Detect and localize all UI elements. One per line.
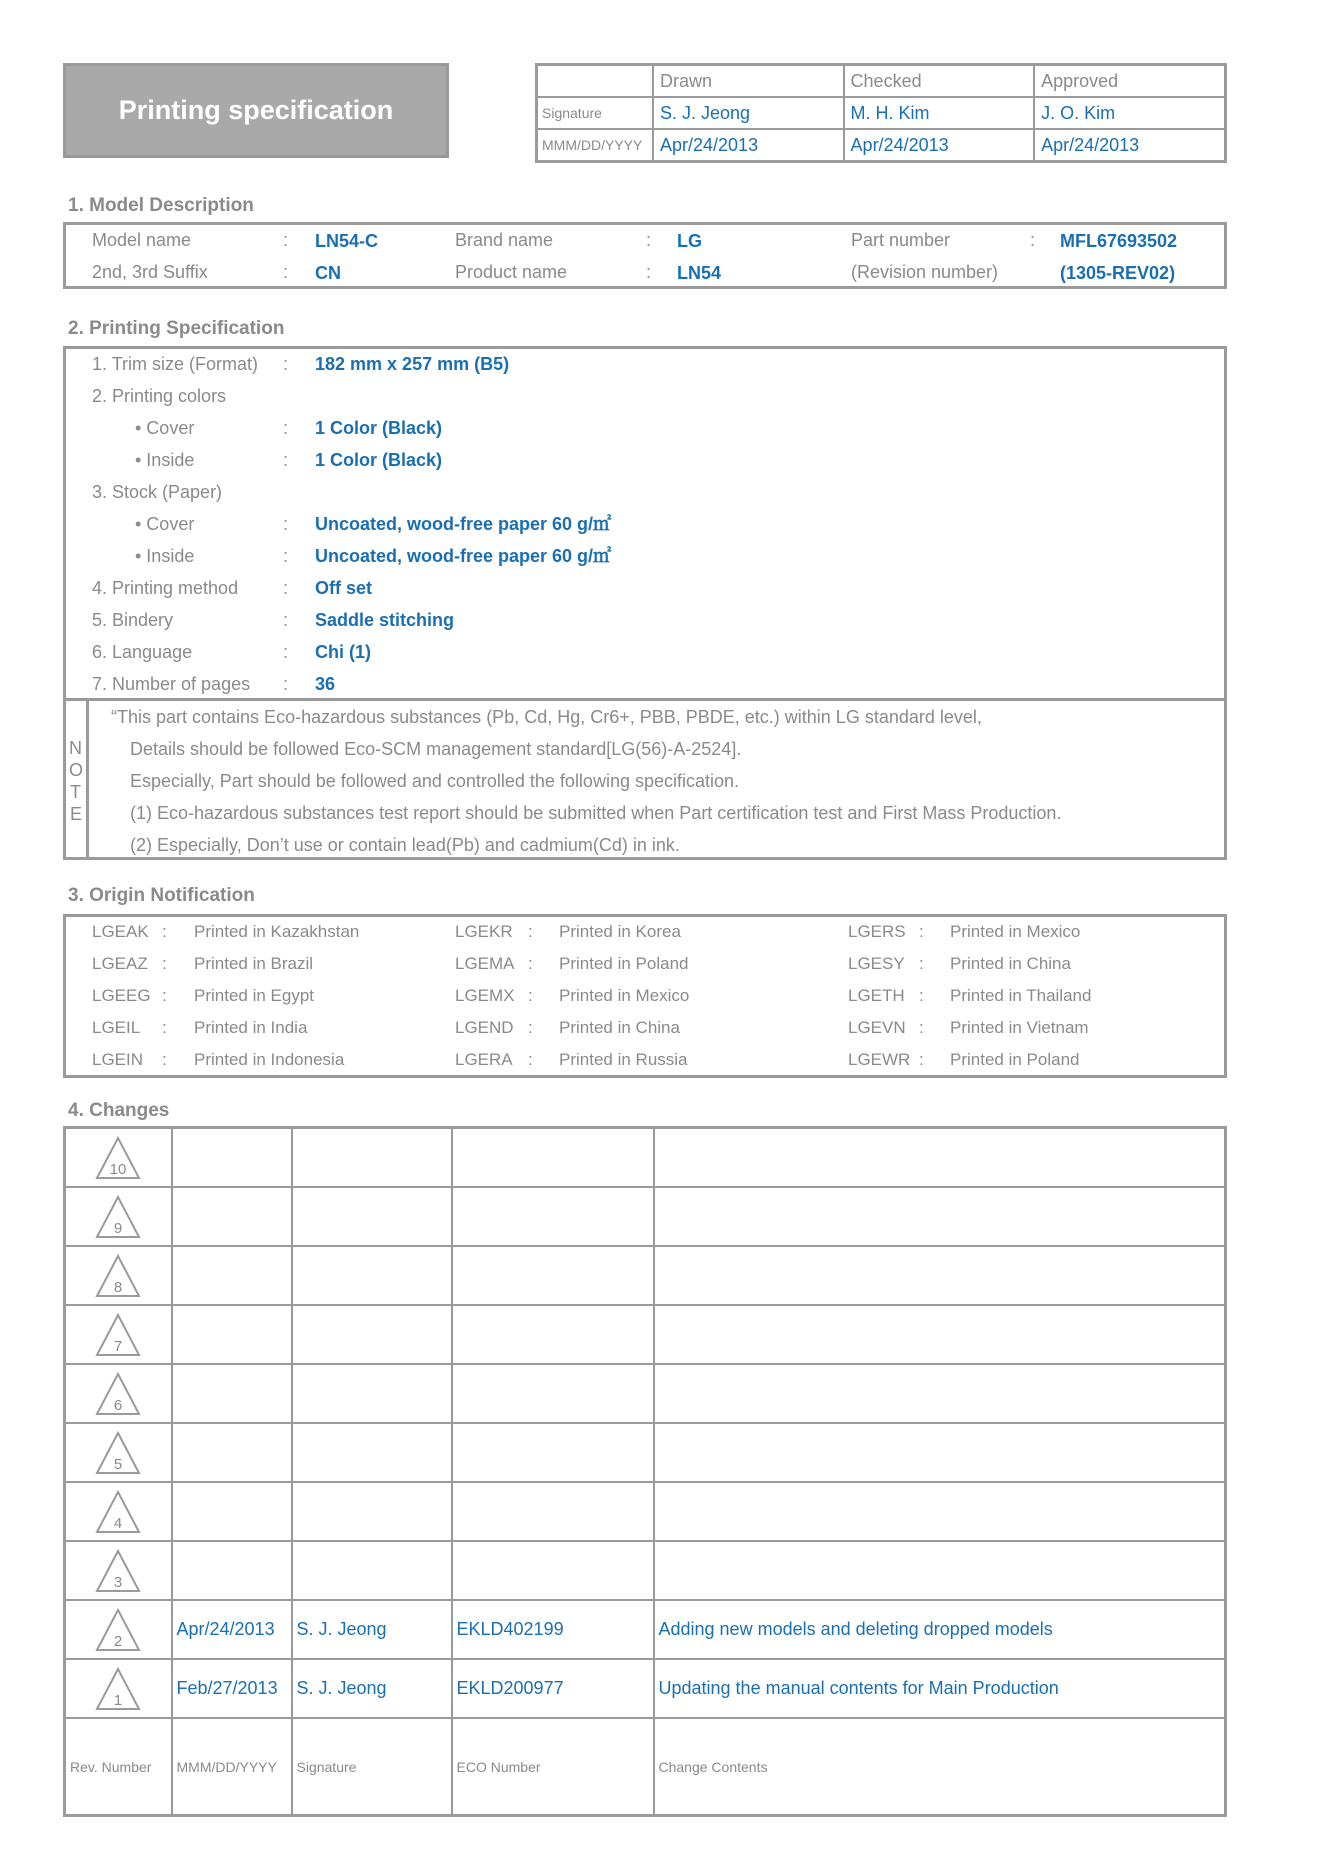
drawn-date: Apr/24/2013 <box>653 129 844 162</box>
rev-cell <box>65 1364 172 1423</box>
change-signature <box>292 1128 452 1188</box>
rev-cell <box>65 1659 172 1718</box>
spec-label: 2. Printing colors <box>92 386 227 406</box>
change-content <box>654 1482 1226 1541</box>
colon: : <box>283 514 289 534</box>
change-content <box>654 1187 1226 1246</box>
footer-date: MMM/DD/YYYY <box>172 1718 292 1816</box>
change-row <box>65 1659 1226 1718</box>
colon: : <box>919 1050 924 1069</box>
colon: : <box>283 546 289 566</box>
footer-change-contents: Change Contents <box>654 1718 1226 1816</box>
origin-text: Printed in Mexico <box>559 986 690 1005</box>
checked-signature: M. H. Kim <box>844 97 1035 129</box>
revision-triangle-icon <box>95 1549 141 1593</box>
origin-text: Printed in China <box>559 1018 680 1037</box>
footer-rev-number: Rev. Number <box>65 1718 172 1816</box>
colon: : <box>919 922 924 941</box>
change-date <box>172 1423 292 1482</box>
origin-text: Printed in Indonesia <box>194 1050 345 1069</box>
change-row <box>65 1187 1226 1246</box>
colon: : <box>283 354 289 374</box>
rev-number: 6 <box>114 1396 123 1414</box>
colon: : <box>283 450 289 470</box>
change-eco-number <box>452 1482 654 1541</box>
change-content <box>654 1128 1226 1188</box>
note-line: “This part contains Eco-hazardous substances (Pb, Cd, Hg, Cr6+, PBB, PBDE, etc.) within LG standard level, <box>111 707 982 727</box>
rev-number: 5 <box>114 1455 123 1473</box>
change-signature <box>292 1541 452 1600</box>
colon: : <box>528 986 533 1005</box>
change-row <box>65 1423 1226 1482</box>
change-signature: S. J. Jeong <box>292 1600 452 1659</box>
change-signature <box>292 1246 452 1305</box>
origin-text: Printed in Russia <box>559 1050 688 1069</box>
change-signature <box>292 1187 452 1246</box>
change-date <box>172 1128 292 1188</box>
origin-code: LGEAK <box>92 922 149 941</box>
colon: : <box>162 922 167 941</box>
colon: : <box>283 262 289 282</box>
origin-text: Printed in Brazil <box>194 954 314 973</box>
revision-triangle-icon <box>95 1195 141 1239</box>
origin-code: LGEIN <box>92 1050 144 1069</box>
rev-cell <box>65 1128 172 1188</box>
rev-number: 8 <box>114 1278 123 1296</box>
page-title: Printing specification <box>63 63 449 158</box>
change-content <box>654 1541 1226 1600</box>
rev-number: 9 <box>114 1219 123 1237</box>
changes-section-title: 4. Changes <box>68 1100 170 1121</box>
change-row <box>65 1541 1226 1600</box>
change-date <box>172 1541 292 1600</box>
suffix-value: CN <box>315 263 341 283</box>
origin-code: LGEWR <box>848 1050 911 1069</box>
rev-number: 3 <box>114 1573 123 1591</box>
origin-code: LGETH <box>848 986 905 1005</box>
change-content <box>654 1364 1226 1423</box>
spec-label: 4. Printing method <box>92 578 239 598</box>
origin-code: LGERA <box>455 1050 513 1069</box>
change-signature <box>292 1305 452 1364</box>
change-eco-number <box>452 1246 654 1305</box>
spec-label: • Inside <box>135 450 195 470</box>
colon: : <box>528 954 533 973</box>
change-date <box>172 1246 292 1305</box>
rev-cell <box>65 1482 172 1541</box>
colon: : <box>283 642 289 662</box>
origin-text: Printed in China <box>950 954 1071 973</box>
approval-header-checked: Checked <box>844 65 1035 98</box>
revision-triangle-icon <box>95 1313 141 1357</box>
change-signature <box>292 1423 452 1482</box>
spec-value: 182 mm x 257 mm (B5) <box>315 354 510 374</box>
approval-corner <box>537 65 654 98</box>
revision-triangle-icon <box>95 1136 141 1180</box>
origin-code: LGEMX <box>455 986 515 1005</box>
spec-section-title: 2. Printing Specification <box>68 318 285 339</box>
change-content: Updating the manual contents for Main Production <box>654 1659 1226 1718</box>
change-date: Apr/24/2013 <box>172 1600 292 1659</box>
footer-eco-number: ECO Number <box>452 1718 654 1816</box>
spec-value: 1 Color (Black) <box>315 418 443 438</box>
note-line: (2) Especially, Don’t use or contain lead(Pb) and cadmium(Cd) in ink. <box>130 835 680 855</box>
spec-value: Uncoated, wood-free paper 60 g/㎡ <box>315 546 612 566</box>
origin-text: Printed in Korea <box>559 922 681 941</box>
spec-label: 7. Number of pages <box>92 674 251 694</box>
change-date <box>172 1187 292 1246</box>
rev-cell <box>65 1305 172 1364</box>
rev-cell <box>65 1600 172 1659</box>
origin-code: LGEAZ <box>92 954 148 973</box>
approved-signature: J. O. Kim <box>1034 97 1225 129</box>
rev-cell <box>65 1246 172 1305</box>
note-line: (1) Eco-hazardous substances test report should be submitted when Part certification test and First Mass Production. <box>130 803 1062 823</box>
note-divider <box>63 698 1227 701</box>
colon: : <box>162 954 167 973</box>
approval-header-drawn: Drawn <box>653 65 844 98</box>
rev-cell <box>65 1423 172 1482</box>
change-eco-number <box>452 1541 654 1600</box>
rev-number: 1 <box>114 1691 123 1709</box>
model-name-label: Model name <box>92 230 192 250</box>
change-row <box>65 1600 1226 1659</box>
colon: : <box>283 578 289 598</box>
origin-text: Printed in Mexico <box>950 922 1081 941</box>
change-date <box>172 1364 292 1423</box>
spec-label: 3. Stock (Paper) <box>92 482 223 502</box>
rev-number: 10 <box>109 1160 127 1178</box>
origin-section-title: 3. Origin Notification <box>68 885 255 906</box>
change-signature <box>292 1364 452 1423</box>
note-letter: N <box>69 738 82 758</box>
colon: : <box>283 674 289 694</box>
approval-signature-label: Signature <box>537 97 654 129</box>
spec-value: Chi (1) <box>315 642 371 662</box>
change-content <box>654 1246 1226 1305</box>
colon: : <box>162 1050 167 1069</box>
change-eco-number <box>452 1128 654 1188</box>
change-eco-number <box>452 1187 654 1246</box>
change-row <box>65 1246 1226 1305</box>
rev-number: 2 <box>114 1632 123 1650</box>
changes-table <box>63 1126 1227 1817</box>
rev-cell <box>65 1541 172 1600</box>
spec-label: 6. Language <box>92 642 193 662</box>
note-letter: E <box>70 804 83 824</box>
colon: : <box>919 1018 924 1037</box>
change-eco-number: EKLD402199 <box>452 1600 654 1659</box>
revision-triangle-icon <box>95 1372 141 1416</box>
spec-label: • Cover <box>135 418 195 438</box>
product-name-label: Product name <box>455 262 568 282</box>
note-line: Especially, Part should be followed and controlled the following specification. <box>130 771 740 791</box>
origin-text: Printed in Kazakhstan <box>194 922 360 941</box>
part-number-label: Part number <box>851 230 951 250</box>
part-number-value: MFL67693502 <box>1060 231 1178 251</box>
spec-value: 36 <box>315 674 336 694</box>
colon: : <box>919 986 924 1005</box>
change-row <box>65 1364 1226 1423</box>
approved-date: Apr/24/2013 <box>1034 129 1225 162</box>
approval-table <box>535 63 1227 163</box>
change-eco-number: EKLD200977 <box>452 1659 654 1718</box>
model-section-title: 1. Model Description <box>68 195 254 216</box>
change-content <box>654 1423 1226 1482</box>
note-line: Details should be followed Eco-SCM management standard[LG(56)-A-2524]. <box>130 739 742 759</box>
origin-code: LGEND <box>455 1018 514 1037</box>
drawn-signature: S. J. Jeong <box>653 97 844 129</box>
revision-triangle-icon <box>95 1667 141 1711</box>
colon: : <box>528 922 533 941</box>
spec-value: Uncoated, wood-free paper 60 g/㎡ <box>315 514 612 534</box>
spec-label: • Cover <box>135 514 195 534</box>
change-signature <box>292 1482 452 1541</box>
revision-value: (1305-REV02) <box>1060 263 1176 283</box>
change-row <box>65 1305 1226 1364</box>
change-date <box>172 1482 292 1541</box>
note-letter: O <box>69 760 84 780</box>
product-name-value: LN54 <box>677 263 722 283</box>
footer-signature: Signature <box>292 1718 452 1816</box>
change-content: Adding new models and deleting dropped models <box>654 1600 1226 1659</box>
origin-code: LGEEG <box>92 986 151 1005</box>
origin-text: Printed in Poland <box>559 954 689 973</box>
rev-cell <box>65 1187 172 1246</box>
change-signature: S. J. Jeong <box>292 1659 452 1718</box>
checked-date: Apr/24/2013 <box>844 129 1035 162</box>
revision-label: (Revision number) <box>851 262 999 282</box>
origin-code: LGEIL <box>92 1018 141 1037</box>
origin-code: LGEVN <box>848 1018 906 1037</box>
change-eco-number <box>452 1305 654 1364</box>
spec-value: Saddle stitching <box>315 610 455 630</box>
change-row <box>65 1482 1226 1541</box>
note-letter: T <box>70 782 81 802</box>
change-eco-number <box>452 1423 654 1482</box>
revision-triangle-icon <box>95 1431 141 1475</box>
colon: : <box>1030 230 1036 250</box>
spec-label: • Inside <box>135 546 195 566</box>
origin-code: LGEMA <box>455 954 515 973</box>
origin-code: LGESY <box>848 954 905 973</box>
change-row <box>65 1128 1226 1188</box>
origin-code: LGEKR <box>455 922 513 941</box>
colon: : <box>528 1050 533 1069</box>
rev-number: 4 <box>114 1514 123 1532</box>
origin-text: Printed in Egypt <box>194 986 315 1005</box>
colon: : <box>162 986 167 1005</box>
model-name-value: LN54-C <box>315 231 379 251</box>
revision-triangle-icon <box>95 1608 141 1652</box>
colon: : <box>283 230 289 250</box>
rev-number: 7 <box>114 1337 123 1355</box>
colon: : <box>646 262 652 282</box>
spec-label: 5. Bindery <box>92 610 174 630</box>
brand-name-value: LG <box>677 231 702 251</box>
spec-value: Off set <box>315 578 373 598</box>
change-content <box>654 1305 1226 1364</box>
colon: : <box>283 610 289 630</box>
suffix-label: 2nd, 3rd Suffix <box>92 262 208 282</box>
origin-code: LGERS <box>848 922 906 941</box>
approval-header-approved: Approved <box>1034 65 1225 98</box>
change-date <box>172 1305 292 1364</box>
note-side-divider <box>86 700 89 858</box>
spec-value: 1 Color (Black) <box>315 450 443 470</box>
brand-name-label: Brand name <box>455 230 554 250</box>
change-date: Feb/27/2013 <box>172 1659 292 1718</box>
revision-triangle-icon <box>95 1490 141 1534</box>
origin-text: Printed in Thailand <box>950 986 1092 1005</box>
colon: : <box>528 1018 533 1037</box>
colon: : <box>162 1018 167 1037</box>
origin-text: Printed in Poland <box>950 1050 1080 1069</box>
colon: : <box>646 230 652 250</box>
colon: : <box>919 954 924 973</box>
change-eco-number <box>452 1364 654 1423</box>
spec-label: 1. Trim size (Format) <box>92 354 259 374</box>
approval-date-label: MMM/DD/YYYY <box>537 129 654 162</box>
origin-text: Printed in Vietnam <box>950 1018 1089 1037</box>
revision-triangle-icon <box>95 1254 141 1298</box>
origin-text: Printed in India <box>194 1018 308 1037</box>
colon: : <box>283 418 289 438</box>
model-box <box>63 222 1227 289</box>
